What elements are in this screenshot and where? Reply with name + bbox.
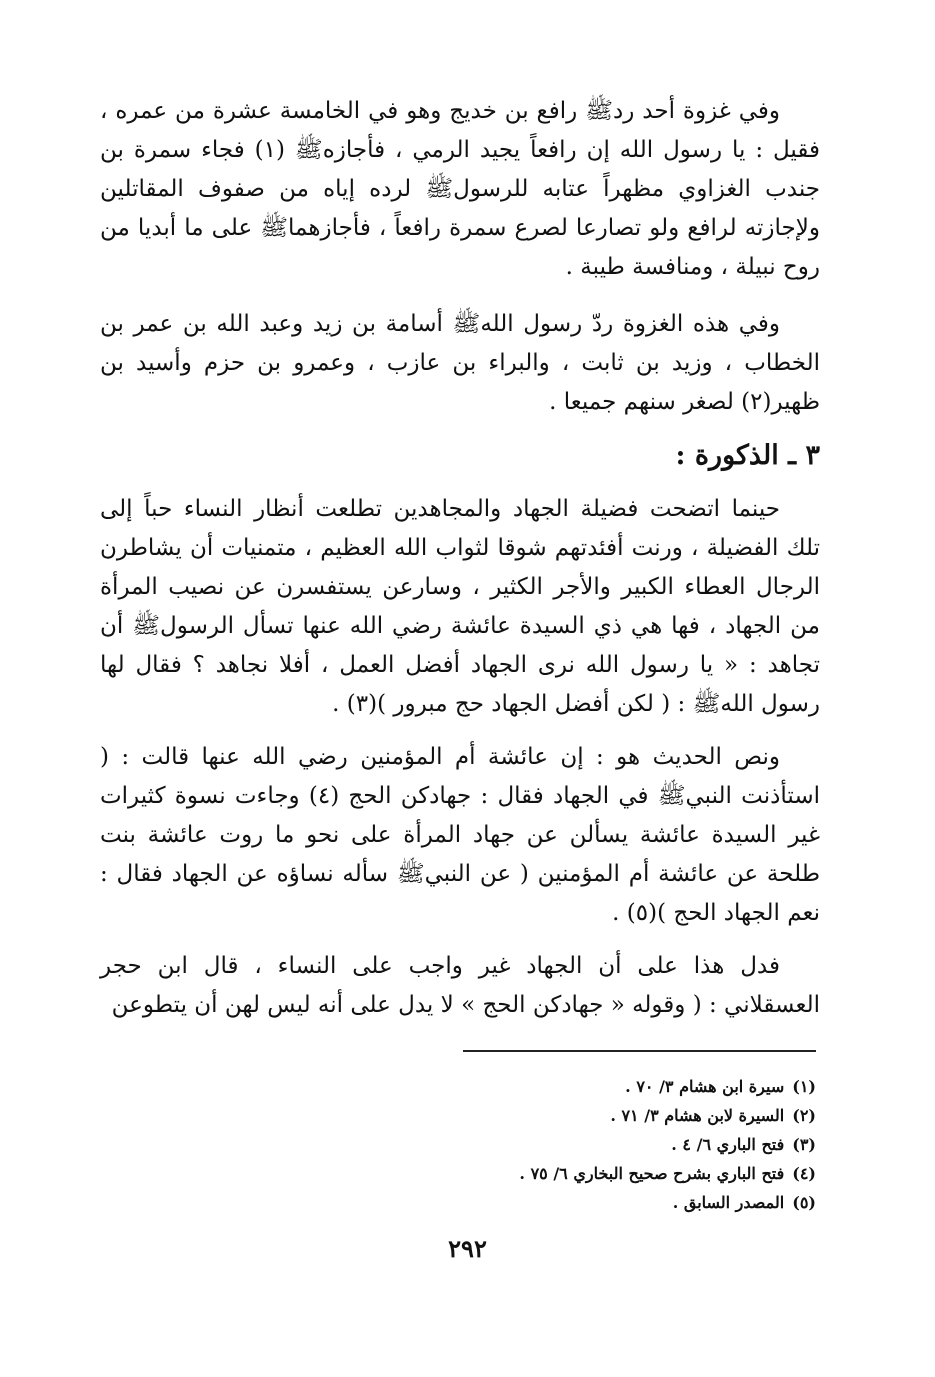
footnote-number: (٥) [792,1193,816,1212]
footnote-text: سيرة ابن هشام ٣/ ٧٠ . [625,1077,785,1096]
footnote-number: (١) [792,1077,816,1096]
page-number: ٢٩٢ [448,1234,487,1263]
section-heading-masculinity: ٣ ـ الذكورة : [675,440,820,471]
footnote-number: (٢) [792,1106,816,1125]
footnote-divider [463,1050,816,1052]
footnote-number: (٤) [792,1164,816,1183]
footnote-text: فتح الباري بشرح صحيح البخاري ٦/ ٧٥ . [519,1164,785,1183]
footnote-2 [460,1101,816,1130]
footnote-4 [460,1159,816,1188]
footnote-text: فتح الباري ٦/ ٤ . [671,1135,785,1154]
paragraph-rejected-youths: وفي هذه الغزوة ردّ رسول اللهﷺ أسامة بن زيد وعبد الله بن عمر بن الخطاب ، وزيد بن ثابت ، والبراء بن عازب ، وعمرو بن حزم وأسيد بن ظهير(٢) لصغر سنهم جميعا . [100,311,820,415]
paragraph-ibn-hajar: فدل هذا على أن الجهاد غير واجب على النساء ، قال ابن حجر العسقلاني : ( وقوله « جهادكن الحج » لا يدل على أنه ليس لهن أن يتطوعن [100,953,820,1018]
footnote-number: (٣) [792,1135,816,1154]
footnote-5 [460,1188,816,1217]
footnote-3 [460,1130,816,1159]
paragraph-hadith-text: ونص الحديث هو : إن عائشة أم المؤمنين رضي الله عنها قالت : ( استأذنت النبيﷺ في الجهاد فقال : جهادكن الحج (٤) وجاءت نسوة كثيرات غير السيدة عائشة يسألن عن جهاد المرأة على نحو ما روت عائشة بنت طلحة عن عائشة أم المؤمنين ( عن النبيﷺ سأله نساؤه عن الجهاد فقال : نعم الجهاد الحج )(٥) . [100,744,821,926]
paragraph-women-jihad: حينما اتضحت فضيلة الجهاد والمجاهدين تطلعت أنظار النساء حباً إلى تلك الفضيلة ، ورنت أفئدتهم شوقا لثواب الله العظيم ، متمنيات أن يشاطرن الرجال العطاء الكبير والأجر الكثير ، وسارعن يستفسرن عن نصيب المرأة من الجهاد ، فها هي ذي السيدة عائشة رضي الله عنها تسأل الرسولﷺ أن تجاهد : « يا رسول الله نرى الجهاد أفضل العمل ، أفلا نجاهد ؟ فقال لها رسول اللهﷺ : ( لكن أفضل الجهاد حج مبرور )(٣) . [100,496,820,717]
main-text [100,92,820,1039]
footnote-text: السيرة لابن هشام ٣/ ٧١ . [610,1106,785,1125]
paragraph-uhud-rafi: وفي غزوة أحد ردﷺ رافع بن خديج وهو في الخامسة عشرة من عمره ، فقيل : يا رسول الله إن رافعاً يجيد الرمي ، فأجازهﷺ (١) فجاء سمرة بن جندب الغزاوي مظهراً عتابه للرسولﷺ لرده إياه من صفوف المقاتلين ولإجازته لرافع ولو تصارعا لصرع سمرة رافعاً ، فأجازهماﷺ على ما أبديا من روح نبيلة ، ومنافسة طيبة . [100,98,820,280]
footnotes [460,1072,816,1217]
footnote-1 [460,1072,816,1101]
footnote-text: المصدر السابق . [672,1193,785,1212]
